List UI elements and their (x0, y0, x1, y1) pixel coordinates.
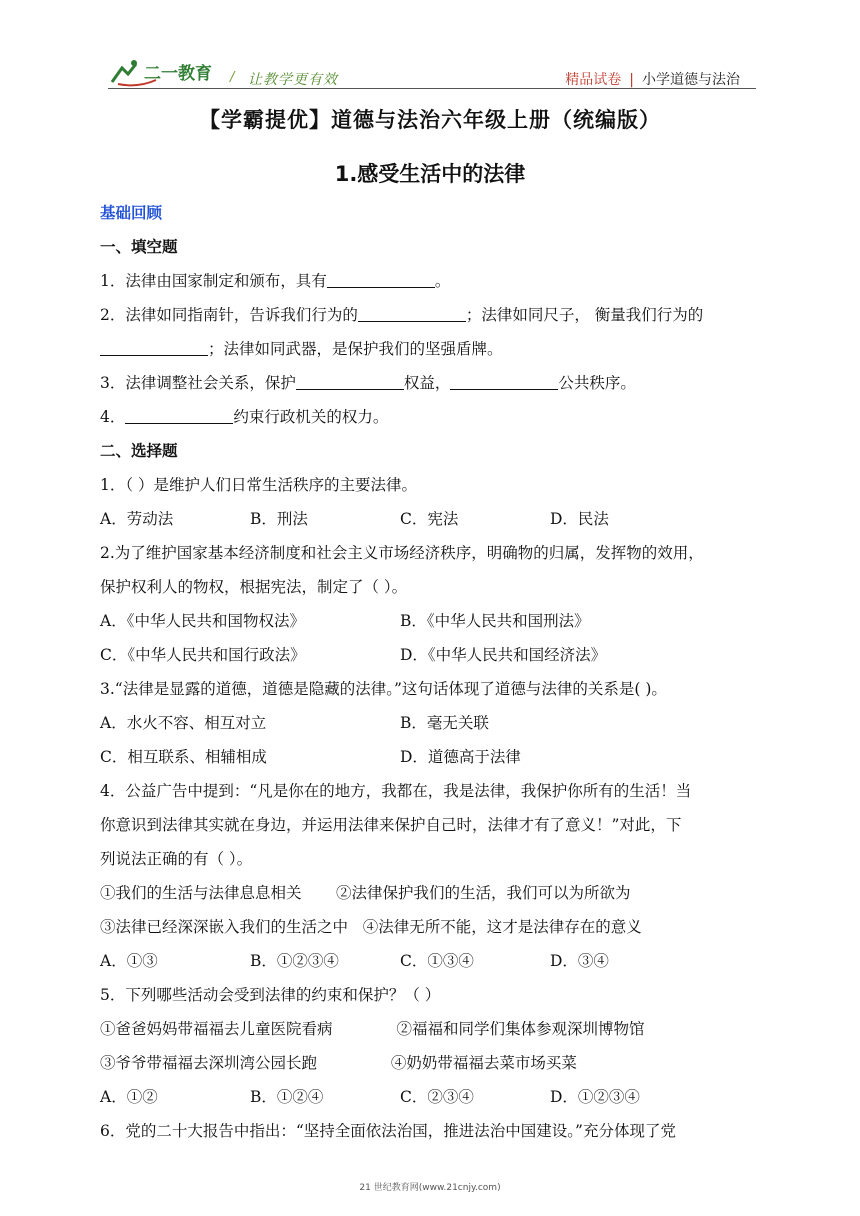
exam-tag: 精品试卷 (565, 72, 622, 88)
option-d[interactable]: D．《中华人民共和国经济法》 (400, 646, 607, 664)
answer-blank[interactable] (125, 405, 233, 424)
option-a[interactable]: A．《中华人民共和国物权法》 (100, 612, 305, 630)
choice-question-6: 6．党的二十大报告中指出：“坚持全面依法治国，推进法治中国建设。”充分体现了党 (100, 1122, 676, 1140)
fill-question-4 (100, 400, 768, 434)
choice-section-heading: 二、选择题 (100, 442, 178, 460)
option-a[interactable]: A．①③ (100, 952, 158, 970)
choice-options-3b (100, 740, 768, 774)
option-d[interactable]: D．民法 (550, 510, 609, 528)
subject-label: 小学道德与法治 (642, 72, 740, 88)
basics-heading: 基础回顾 (100, 204, 163, 222)
q-text: 。 (434, 272, 451, 290)
option-d[interactable]: D．道德高于法律 (400, 748, 521, 766)
option-d[interactable]: D．①②③④ (550, 1088, 640, 1106)
q-text: 3．法律调整社会关系，保护 (100, 374, 296, 392)
fill-question-2-cont (100, 332, 768, 366)
slogan: 让教学更有效 (248, 72, 338, 88)
q-text: 1．法律由国家制定和颁布，具有 (100, 272, 327, 290)
logo (108, 58, 240, 88)
slogan-separator: / (230, 70, 235, 85)
choice-question-2: 2.为了维护国家基本经济制度和社会主义市场经济秩序，明确物的归属，发挥物的效用， (100, 544, 704, 562)
header-separator: | (629, 72, 634, 88)
answer-blank[interactable] (450, 371, 558, 390)
q-text: 2．法律如同指南针，告诉我们行为的 (100, 306, 358, 324)
question-content (100, 196, 768, 1148)
option-c[interactable]: C．①③④ (400, 952, 474, 970)
answer-blank[interactable] (296, 371, 404, 390)
page-footer: 21 世纪教育网(www.21cnjy.com) (359, 1183, 501, 1193)
option-a[interactable]: A．水火不容、相互对立 (100, 714, 267, 732)
header-divider (108, 88, 756, 89)
choice-question-5: 5．下列哪些活动会受到法律的约束和保护？（ ） (100, 986, 441, 1004)
q-text: 4． (100, 408, 126, 426)
option-a[interactable]: A．①② (100, 1088, 158, 1106)
option-c[interactable]: C．《中华人民共和国行政法》 (100, 646, 306, 664)
option-b[interactable]: B．《中华人民共和国刑法》 (400, 612, 590, 630)
choice-question-4: 4．公益广告中提到：“凡是你在的地方，我都在，我是法律，我保护你所有的生活！当 (100, 782, 692, 800)
choice-options-1 (100, 502, 768, 536)
q-text: 权益， (403, 374, 451, 392)
answer-blank[interactable] (327, 269, 435, 288)
answer-blank[interactable] (358, 303, 466, 322)
choice-question-4-cont2: 列说法正确的有（ ）。 (100, 850, 253, 868)
choice-options-5 (100, 1080, 768, 1114)
choice-options-2b (100, 638, 768, 672)
fill-section-heading: 一、填空题 (100, 238, 178, 256)
option-c[interactable]: C．相互联系、相辅相成 (100, 748, 267, 766)
choice-question-5-items1: ①爸爸妈妈带福福去儿童医院看病 ②福福和同学们集体参观深圳博物馆 (100, 1020, 645, 1038)
page-header (108, 58, 740, 88)
option-c[interactable]: C．宪法 (400, 510, 459, 528)
choice-question-4-cont: 你意识到法律其实就在身边，并运用法律来保护自己时，法律才有了意义！”对此，下 (100, 816, 682, 834)
q-text: 约束行政机关的权力。 (233, 408, 389, 426)
q-text: ；法律如同武器，是保护我们的坚强盾牌。 (208, 340, 503, 358)
page-title: 【学霸提优】道德与法治六年级上册（统编版） (199, 108, 661, 132)
choice-question-1: 1．（ ）是维护人们日常生活秩序的主要法律。 (100, 476, 418, 494)
choice-options-4 (100, 944, 768, 978)
option-c[interactable]: C．②③④ (400, 1088, 474, 1106)
fill-question-2 (100, 298, 768, 332)
q-text: 公共秩序。 (558, 374, 636, 392)
option-b[interactable]: B．刑法 (250, 510, 308, 528)
choice-options-2a (100, 604, 768, 638)
option-b[interactable]: B．①②③④ (250, 952, 339, 970)
choice-options-3a (100, 706, 768, 740)
choice-question-2-cont: 保护权利人的物权，根据宪法，制定了（ ）。 (100, 578, 408, 596)
fill-question-1 (100, 264, 768, 298)
choice-question-5-items2: ③爷爷带福福去深圳湾公园长跑 ④奶奶带福福去菜市场买菜 (100, 1054, 577, 1072)
choice-question-4-items1: ①我们的生活与法律息息相关 ②法律保护我们的生活，我们可以为所欲为 (100, 884, 631, 902)
header-right (565, 69, 740, 89)
choice-question-4-items2: ③法律已经深深嵌入我们的生活之中 ④法律无所不能，这才是法律存在的意义 (100, 918, 642, 936)
fill-question-3 (100, 366, 768, 400)
option-a[interactable]: A．劳动法 (100, 510, 174, 528)
choice-question-3: 3.“法律是显露的道德，道德是隐藏的法律。”这句话体现了道德与法律的关系是( )。 (100, 680, 667, 698)
svg-text:二一教育: 二一教育 (144, 64, 212, 84)
option-b[interactable]: B．毫无关联 (400, 714, 489, 732)
q-text: ；法律如同尺子， 衡量我们行为的 (465, 306, 704, 324)
option-d[interactable]: D．③④ (550, 952, 609, 970)
option-b[interactable]: B．①②④ (250, 1088, 324, 1106)
lesson-title: 1.感受生活中的法律 (334, 162, 526, 186)
answer-blank[interactable] (100, 337, 208, 356)
